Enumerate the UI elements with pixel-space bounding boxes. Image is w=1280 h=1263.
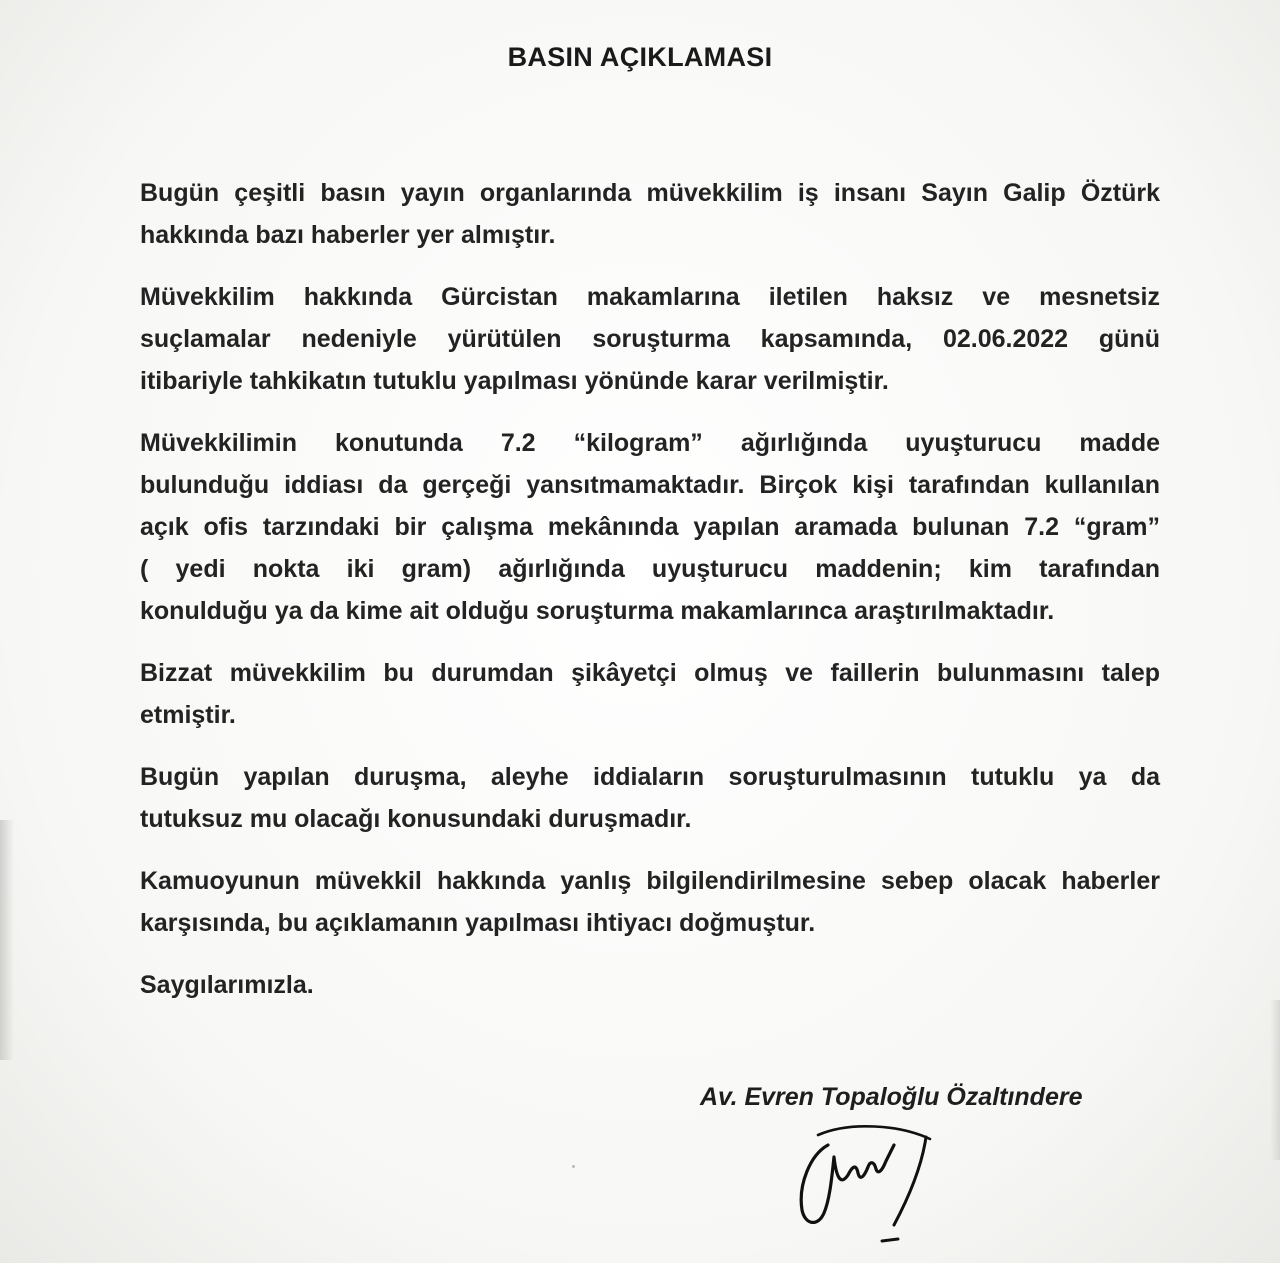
text-line: karşısında, bu açıklamanın yapılması ihtiyacı doğmuştur.	[140, 909, 816, 937]
text-line: konulduğu ya da kime ait olduğu soruşturma makamlarınca araştırılmaktadır.	[140, 597, 1055, 625]
text-line: Müvekkilim hakkında Gürcistan makamlarına iletilen haksız ve mesnetsiz	[140, 283, 1160, 311]
signatory-name: Av. Evren Topaloğlu Özaltındere	[700, 1083, 1083, 1111]
document-body	[140, 172, 1160, 1026]
text-line: Bugün çeşitli basın yayın organlarında müvekkilim iş insanı Sayın Galip Öztürk	[140, 179, 1160, 207]
text-line: Kamuoyunun müvekkil hakkında yanlış bilgilendirilmesine sebep olacak haberler	[140, 867, 1160, 895]
text-line: açık ofis tarzındaki bir çalışma mekânında yapılan aramada bulunan 7.2 “gram”	[140, 513, 1160, 541]
closing-salutation: Saygılarımızla.	[140, 971, 314, 999]
paragraph-2	[140, 276, 1160, 402]
paragraph-5	[140, 756, 1160, 840]
paragraph-6	[140, 860, 1160, 944]
text-line: suçlamalar nedeniyle yürütülen soruşturma kapsamında, 02.06.2022 günü	[140, 325, 1160, 353]
handwritten-signature	[790, 1115, 950, 1255]
text-line: Bizzat müvekkilim bu durumdan şikâyetçi olmuş ve faillerin bulunmasını talep	[140, 659, 1160, 687]
text-line: bulunduğu iddiası da gerçeği yansıtmamaktadır. Birçok kişi tarafından kullanılan	[140, 471, 1160, 499]
text-line: etmiştir.	[140, 701, 236, 729]
paragraph-3	[140, 422, 1160, 632]
page-edge-shadow-left	[0, 820, 14, 1060]
text-line: ( yedi nokta iki gram) ağırlığında uyuşturucu maddenin; kim tarafından	[140, 555, 1160, 583]
text-line: Müvekkilimin konutunda 7.2 “kilogram” ağırlığında uyuşturucu madde	[140, 429, 1160, 457]
text-line: tutuksuz mu olacağı konusundaki duruşmadır.	[140, 805, 692, 833]
text-line: Bugün yapılan duruşma, aleyhe iddiaların soruşturulmasının tutuklu ya da	[140, 763, 1160, 791]
paragraph-4	[140, 652, 1160, 736]
scan-speck	[572, 1165, 575, 1168]
page-edge-shadow-right	[1270, 1000, 1280, 1160]
document-title: BASIN AÇIKLAMASI	[507, 42, 773, 72]
text-line: itibariyle tahkikatın tutuklu yapılması yönünde karar verilmiştir.	[140, 367, 889, 395]
text-line: hakkında bazı haberler yer almıştır.	[140, 221, 556, 249]
paragraph-1	[140, 172, 1160, 256]
